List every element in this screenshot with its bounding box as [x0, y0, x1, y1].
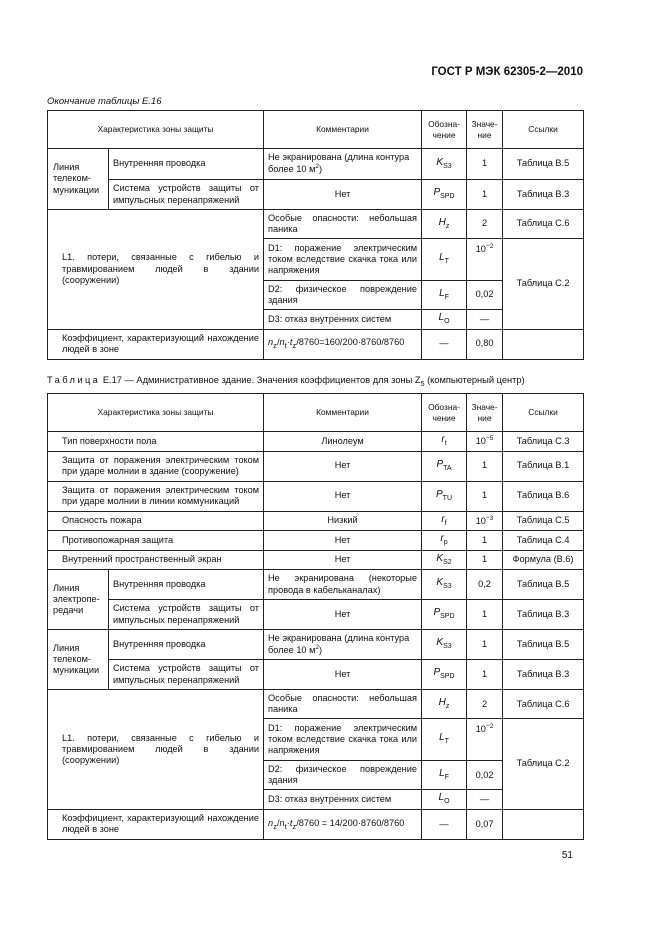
row-value: 0,02	[467, 761, 503, 790]
row-comment: Нет	[264, 660, 422, 690]
header-comments: Комментарии	[264, 111, 422, 149]
row-characteristic: Защита от поражения электрическим током при ударе молнии в линии коммуникаций	[48, 481, 264, 511]
row-comment: D3: отказ внутренних систем	[264, 310, 422, 330]
table1-caption: Окончание таблицы Е.16	[47, 96, 162, 107]
row-reference: Формула (В.6)	[503, 550, 584, 570]
row-reference: Таблица В.5	[503, 630, 584, 660]
row-comment: Нет	[264, 550, 422, 570]
row-comment: Нет	[264, 481, 422, 511]
row-symbol: $L_F$	[422, 761, 467, 790]
row-characteristic: Опасность пожара	[48, 511, 264, 531]
row-value: $10^{-2}$	[467, 239, 503, 281]
row-symbol: —	[422, 809, 467, 839]
row-symbol: $P_{SPD}$	[422, 180, 467, 210]
row-value: 2	[467, 690, 503, 719]
row-symbol: $r_t$	[422, 432, 467, 452]
row-comment: D1: поражение электрическим током вследствие скачка тока или напряжения	[264, 239, 422, 281]
row-value: 1	[467, 660, 503, 690]
row-comment: Нет	[264, 451, 422, 481]
row-reference: Таблица В.5	[503, 570, 584, 600]
row-value: 1	[467, 180, 503, 210]
row-comment: Особые опасности: небольшая паника	[264, 690, 422, 719]
coef-label: Коэффициент, характеризующий нахождение людей в зоне	[48, 329, 264, 359]
row-symbol: $K_{S3}$	[422, 570, 467, 600]
row-value: 0,07	[467, 809, 503, 839]
row-value: 0,80	[467, 329, 503, 359]
row-characteristic: Система устройств защиты от импульсных перенапряжений	[109, 180, 264, 210]
row-reference: Таблица С.2	[503, 719, 584, 810]
row-value: 1	[467, 550, 503, 570]
row-value: $10^{-2}$	[467, 719, 503, 761]
row-value: 0,2	[467, 570, 503, 600]
row-characteristic: Система устройств защиты от импульсных перенапряжений	[109, 660, 264, 690]
row-value: 1	[467, 451, 503, 481]
row-value: 1	[467, 481, 503, 511]
row-value: $10^{-5}$	[467, 432, 503, 452]
row-symbol: $K_{S3}$	[422, 630, 467, 660]
row-symbol: $P_{SPD}$	[422, 660, 467, 690]
table2-caption: Таблица Е.17 — Административное здание. Значения коэффициентов для зоны $Z_5$ (компьютерный центр)	[47, 375, 525, 388]
row-characteristic: Противопожарная защита	[48, 531, 264, 551]
row-value: —	[467, 790, 503, 810]
row-reference: Таблица В.1	[503, 451, 584, 481]
row-characteristic: Внутренняя проводка	[109, 570, 264, 600]
header-comments: Комментарии	[264, 394, 422, 432]
header-symbol: Обозна-чение	[422, 111, 467, 149]
row-symbol: —	[422, 329, 467, 359]
coef-formula: $n_z/n_t\cdot t_z/8760 = 14/200\cdot 8760/8760$	[264, 809, 422, 839]
row-comment: Не экранирована (некоторые провода в кабельканалах)	[264, 570, 422, 600]
row-symbol: $P_{TA}$	[422, 451, 467, 481]
row-characteristic: Тип поверхности пола	[48, 432, 264, 452]
row-characteristic: Защита от поражения электрическим током при ударе молнии в здание (сооружение)	[48, 451, 264, 481]
row-reference: Таблица В.3	[503, 600, 584, 630]
row-symbol: $r_f$	[422, 511, 467, 531]
row-reference: Таблица В.3	[503, 180, 584, 210]
row-symbol: $H_z$	[422, 210, 467, 239]
row-symbol: $r_p$	[422, 531, 467, 551]
coef-formula: $n_z/n_t\cdot t_z/8760=160/200\cdot 8760/8760$	[264, 329, 422, 359]
table-e17	[47, 393, 584, 840]
row-value: 0,02	[467, 281, 503, 310]
row-characteristic: Внутренняя проводка	[109, 630, 264, 660]
row-value: 1	[467, 630, 503, 660]
row-comment: Нет	[264, 180, 422, 210]
loss-l1-label: L1. потери, связанные с гибелью и травмированием людей в здании (сооружении)	[48, 690, 264, 810]
header-value: Значе-ние	[467, 394, 503, 432]
row-comment: Не экранирована (длина контура более 10 $м^2$)	[264, 149, 422, 180]
row-reference-empty	[503, 809, 584, 839]
row-comment: Не экранирована (длина контура более 10 $м^2$)	[264, 630, 422, 660]
row-symbol: $L_T$	[422, 239, 467, 281]
loss-l1-label: L1. потери, связанные с гибелью и травмированием людей в здании (сооружении)	[48, 210, 264, 330]
row-reference: Таблица С.2	[503, 239, 584, 330]
header-refs: Ссылки	[503, 394, 584, 432]
header-refs: Ссылки	[503, 111, 584, 149]
telecom-line-label: Линия телеком-муникации	[48, 149, 109, 210]
row-comment: D3: отказ внутренних систем	[264, 790, 422, 810]
row-comment: Нет	[264, 531, 422, 551]
row-reference: Таблица В.3	[503, 660, 584, 690]
row-characteristic: Внутренний пространственный экран	[48, 550, 264, 570]
row-reference: Таблица В.5	[503, 149, 584, 180]
coef-label: Коэффициент, характеризующий нахождение людей в зоне	[48, 809, 264, 839]
row-reference: Таблица В.6	[503, 481, 584, 511]
row-value: 1	[467, 531, 503, 551]
header-characteristic: Характеристика зоны защиты	[48, 111, 264, 149]
row-comment: D2: физическое повреждение здания	[264, 281, 422, 310]
header-value: Значе-ние	[467, 111, 503, 149]
row-reference: Таблица С.5	[503, 511, 584, 531]
row-symbol: $K_{S3}$	[422, 149, 467, 180]
row-symbol: $L_O$	[422, 790, 467, 810]
row-symbol: $L_O$	[422, 310, 467, 330]
header-symbol: Обозна-чение	[422, 394, 467, 432]
telecom-line-label: Линия телеком-муникации	[48, 630, 109, 690]
row-value: 1	[467, 149, 503, 180]
row-reference-empty	[503, 329, 584, 359]
row-characteristic: Система устройств защиты от импульсных перенапряжений	[109, 600, 264, 630]
row-symbol: $P_{TU}$	[422, 481, 467, 511]
page-number: 51	[561, 850, 573, 861]
power-line-label: Линия электропе-редачи	[48, 570, 109, 630]
row-comment: Низкий	[264, 511, 422, 531]
row-comment: Особые опасности: небольшая паника	[264, 210, 422, 239]
row-characteristic: Внутренняя проводка	[109, 149, 264, 180]
row-comment: D2: физическое повреждение здания	[264, 761, 422, 790]
row-symbol: $P_{SPD}$	[422, 600, 467, 630]
row-symbol: $L_T$	[422, 719, 467, 761]
row-symbol: $L_F$	[422, 281, 467, 310]
row-value: 2	[467, 210, 503, 239]
header-characteristic: Характеристика зоны защиты	[48, 394, 264, 432]
row-comment: Нет	[264, 600, 422, 630]
row-value: $10^{-3}$	[467, 511, 503, 531]
table-e16-end	[47, 110, 584, 360]
row-symbol: $H_z$	[422, 690, 467, 719]
row-comment: D1: поражение электрическим током вследствие скачка тока или напряжения	[264, 719, 422, 761]
row-reference: Таблица С.6	[503, 690, 584, 719]
row-value: —	[467, 310, 503, 330]
row-value: 1	[467, 600, 503, 630]
row-symbol: $K_{S2}$	[422, 550, 467, 570]
row-reference: Таблица С.6	[503, 210, 584, 239]
row-comment: Линолеум	[264, 432, 422, 452]
row-reference: Таблица С.4	[503, 531, 584, 551]
row-reference: Таблица С.3	[503, 432, 584, 452]
document-title: ГОСТ Р МЭК 62305-2—2010	[431, 66, 583, 78]
